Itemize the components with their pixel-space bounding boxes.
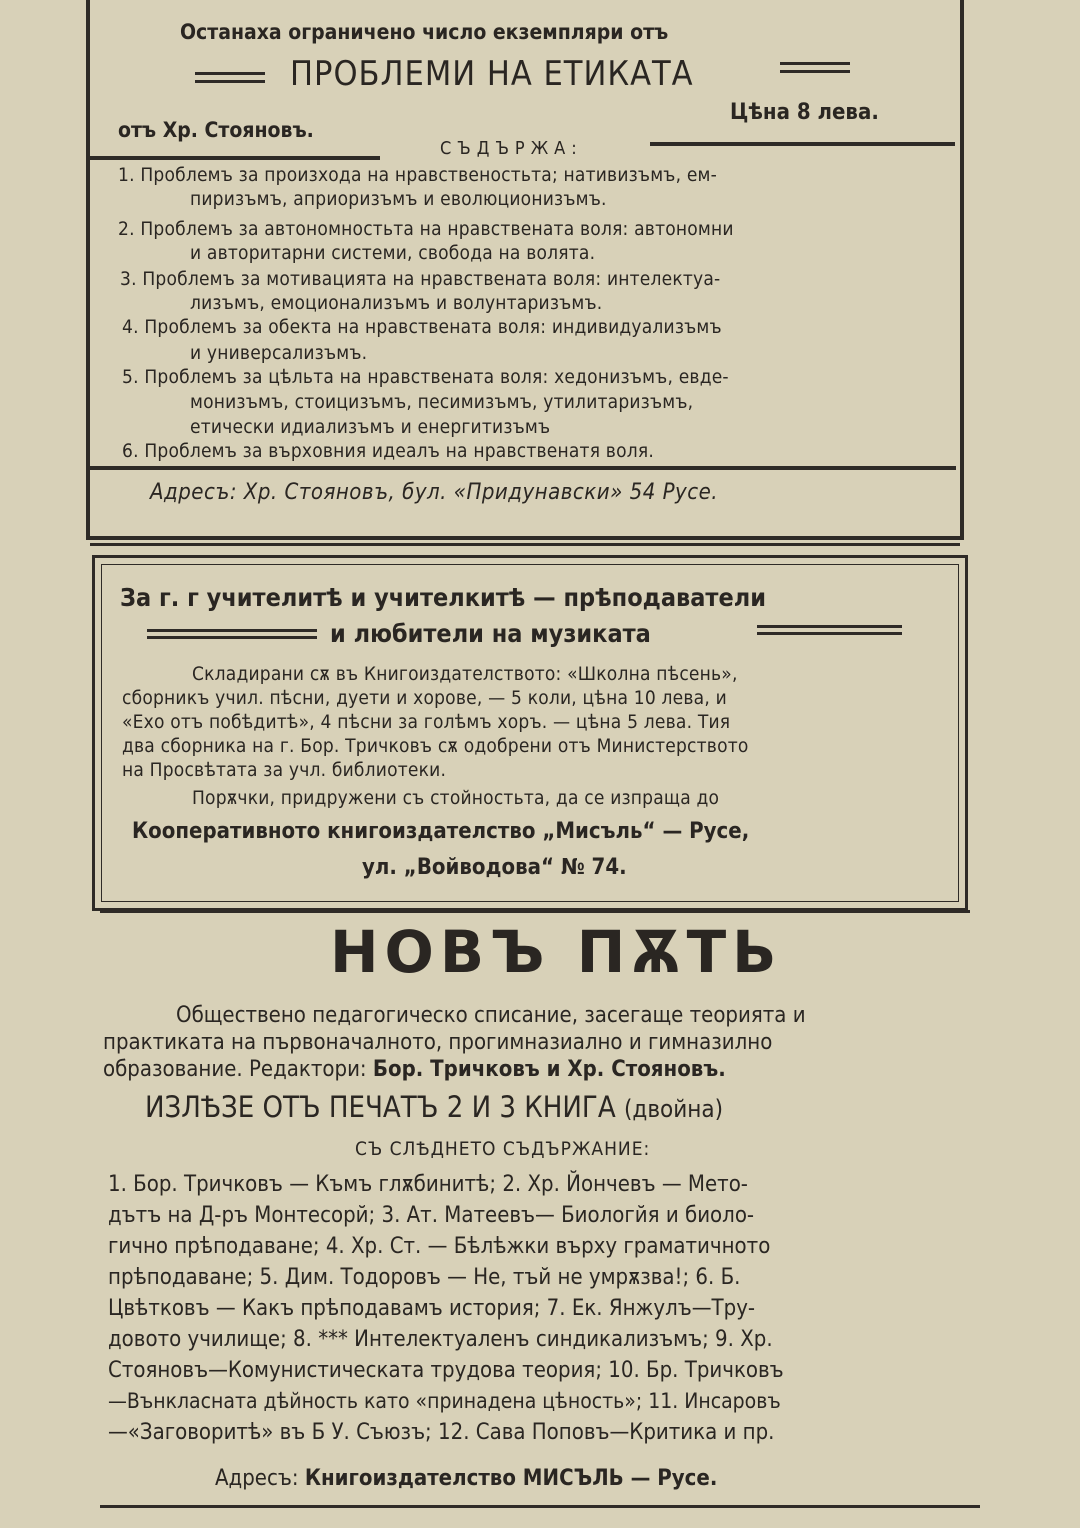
magazine-contents-line: 1. Бор. Тричковъ — Къмъ глѫбинитѣ; 2. Хр. Йончевъ — Мето-	[108, 1172, 748, 1197]
ad2-publisher: Кооперативното книгоиздателство „Мисъль“ — Русе,	[132, 819, 750, 844]
magazine-contents-line: Цвѣтковъ — Какъ прѣподавамъ история; 7. Ек. Янжулъ—Тру-	[108, 1296, 756, 1321]
ad2-line: на Просвѣтата за учл. библиотеки.	[122, 759, 447, 781]
magazine-contents-line: —Вънкласната дѣйность като «принадена цѣность»; 11. Инсаровъ	[108, 1389, 781, 1413]
divider	[650, 142, 955, 146]
contents-line: 4. Проблемъ за обекта на нравствената воля: индивидуализъмъ	[122, 316, 722, 338]
ad1-intro: Останаха ограничено число екземпляри отъ	[180, 20, 669, 44]
issue-heading	[145, 1090, 723, 1124]
ad2-street: ул. „Войводова“ № 74.	[362, 855, 627, 880]
contents-line: 6. Проблемъ за върховния идеалъ на нравственатя воля.	[122, 440, 654, 462]
contents-line: и авторитарни системи, свобода на волята.	[190, 242, 596, 264]
ad1-title-rule-right	[780, 62, 850, 65]
contents-line: 3. Проблемъ за мотивацията на нравствената воля: интелектуа-	[120, 268, 721, 290]
ad1-author: отъ Хр. Стояновъ.	[118, 118, 314, 142]
issue-text: ИЗЛѢЗЕ ОТЪ ПЕЧАТЪ 2 И 3 КНИГА	[145, 1090, 616, 1124]
magazine-contents-line: дътъ на Д-ръ Монтесорй; 3. Ат. Матеевъ— Биологйя и биоло-	[108, 1203, 755, 1228]
ad2-heading-2: и любители на музиката	[330, 619, 651, 648]
address-label: Адресъ:	[215, 1466, 299, 1491]
magazine-contents-line: гично прѣподаване; 4. Хр. Ст. — Бѣлѣжки върху граматичното	[108, 1234, 771, 1259]
magazine-contents-heading: СЪ СЛѢДНЕТО СЪДЪРЖАНИЕ:	[355, 1138, 651, 1160]
magazine-desc-line	[103, 1057, 726, 1082]
magazine-contents-line: прѣподаване; 5. Дим. Тодоровъ — Не, тъй не умрѫзва!; 6. Б.	[108, 1265, 741, 1290]
heading-rule-left	[147, 629, 317, 632]
divider	[90, 156, 380, 160]
contents-line: пиризъмъ, априоризъмъ и еволюционизъмъ.	[190, 188, 607, 210]
contents-line: и универсализъмъ.	[190, 342, 368, 364]
desc-text: образование. Редактори:	[103, 1057, 367, 1082]
ad-music-books	[92, 555, 968, 911]
divider	[100, 910, 970, 913]
address-value: Книгоиздателство МИСЪЛЬ — Русе.	[304, 1466, 718, 1491]
magazine-contents-line: довото училище; 8. *** Интелектуаленъ синдикализъмъ; 9. Хр.	[108, 1327, 773, 1352]
ad2-line: сборникъ учил. пѣсни, дуети и хорове, — 5 коли, цѣна 10 лева, и	[122, 687, 727, 709]
ad1-price: Цѣна 8 лева.	[730, 100, 879, 125]
heading-rule-right	[757, 625, 902, 628]
contents-line: 1. Проблемъ за произхода на нравственостьта; нативизъмъ, ем-	[118, 164, 718, 186]
magazine-desc-line: практиката на първоначалното, прогимназиално и гимназилно	[103, 1030, 773, 1055]
ad2-line: Складирани сѫ въ Книгоиздателството: «Школна пѣсень»,	[192, 663, 738, 685]
divider	[100, 1505, 980, 1508]
divider	[90, 466, 956, 470]
contents-line: етически идиализъмъ и енергитизъмъ	[190, 416, 551, 438]
ad1-address: Адресъ: Хр. Стояновъ, бул. «Придунавски» 54 Русе.	[150, 480, 719, 505]
contents-line: 2. Проблемъ за автономностьта на нравствената воля: автономни	[118, 218, 734, 240]
contents-line: 5. Проблемъ за цѣльта на нравствената воля: хедонизъмъ, евде-	[122, 366, 729, 388]
magazine-address	[215, 1466, 717, 1491]
ad1-contents-heading: СЪДЪРЖА:	[440, 138, 583, 159]
magazine-contents-line: —«Заговоритѣ» въ Б У. Съюзъ; 12. Сава Поповъ—Критика и пр.	[108, 1420, 775, 1445]
magazine-title: НОВЪ ПѪТЬ	[330, 918, 783, 986]
contents-line: лизъмъ, емоционализъмъ и волунтаризъмъ.	[190, 292, 603, 314]
divider	[90, 543, 960, 546]
ad1-title-rule-left	[195, 72, 265, 75]
ad2-heading-1: За г. г учителитѣ и учителкитѣ — прѣподаватели	[120, 583, 766, 612]
ad2-line: «Ехо отъ побѣдитѣ», 4 пѣсни за голѣмъ хоръ. — цѣна 5 лева. Тия	[122, 711, 731, 733]
ad-problems-of-ethics	[86, 0, 964, 540]
contents-line: монизъмъ, стоицизъмъ, песимизъмъ, утилитаризъмъ,	[190, 391, 694, 413]
editors: Бор. Тричковъ и Хр. Стояновъ.	[372, 1057, 726, 1082]
magazine-desc-line: Обществено педагогическо списание, засегаще теорията и	[176, 1003, 806, 1028]
ad2-line: Порѫчки, придружени съ стойностьта, да се изпраща до	[192, 787, 720, 809]
ad1-title: ПРОБЛЕМИ НА ЕТИКАТА	[290, 54, 694, 94]
magazine-contents-line: Стояновъ—Комунистическата трудова теория; 10. Бр. Тричковъ	[108, 1358, 784, 1383]
ad2-line: два сборника на г. Бор. Тричковъ сѫ одобрени отъ Министерството	[122, 735, 749, 757]
issue-note: (двойна)	[623, 1095, 724, 1123]
